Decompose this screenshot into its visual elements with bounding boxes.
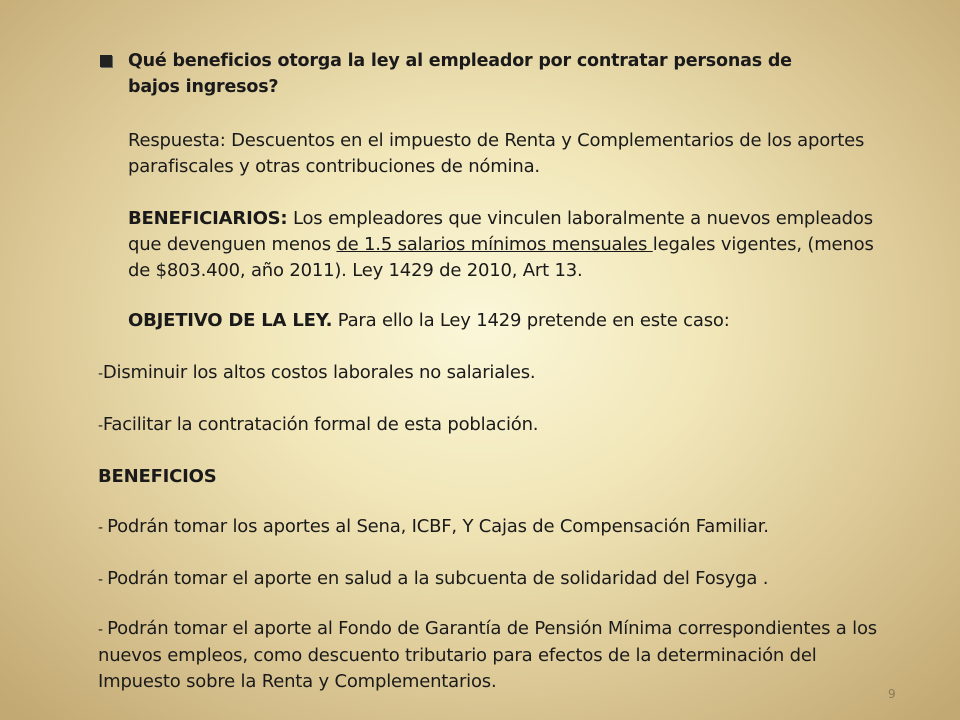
objetivo-paragraph xyxy=(128,308,908,334)
page-number: 9 xyxy=(888,687,896,701)
benefit-text: Podrán tomar el aporte al Fondo de Garantía de Pensión Mínima correspondientes a los nuevos empleos, como descuento tributario para efectos de la determinación del Impuesto sobre la Renta y Complementarios. xyxy=(98,618,877,692)
goal-item xyxy=(98,412,898,439)
goal-text: Facilitar la contratación formal de esta población. xyxy=(102,414,539,435)
benefit-item xyxy=(98,514,898,541)
benefit-dash: - xyxy=(98,520,108,536)
objetivo-text: Para ello la Ley 1429 pretende en este caso: xyxy=(332,310,730,331)
beneficiarios-label: BENEFICIARIOS: xyxy=(128,208,288,229)
benefits-heading: BENEFICIOS xyxy=(98,466,217,487)
goal-dash: - xyxy=(98,366,103,382)
objetivo-label: OBJETIVO DE LA LEY. xyxy=(128,310,333,331)
goal-dash: - xyxy=(98,418,103,434)
benefit-text: Podrán tomar el aporte en salud a la subcuenta de solidaridad del Fosyga . xyxy=(107,568,769,589)
goal-item xyxy=(98,360,898,387)
question-text: Qué beneficios otorga la ley al empleador por contratar personas de bajos ingresos? xyxy=(128,51,792,97)
benefit-item xyxy=(98,616,878,695)
beneficiarios-underlined: de 1.5 salarios mínimos mensuales xyxy=(336,234,653,255)
answer-text: Respuesta: Descuentos en el impuesto de Renta y Complementarios de los aportes parafiscales y otras contribuciones de nómina. xyxy=(128,130,865,177)
benefit-dash: - xyxy=(98,622,108,638)
benefit-item xyxy=(98,566,898,593)
benefit-text: Podrán tomar los aportes al Sena, ICBF, Y Cajas de Compensación Familiar. xyxy=(107,516,769,537)
goal-text: Disminuir los altos costos laborales no salariales. xyxy=(102,362,536,383)
beneficiarios-text-before: Los empleadores que vinculen laboralmente a nuevos empleados que devenguen menos xyxy=(128,208,873,255)
benefit-dash: - xyxy=(98,572,108,588)
square-bullet-icon xyxy=(100,55,112,67)
beneficiarios-text-after: legales vigentes, (menos de $803.400, año 2011). Ley 1429 de 2010, Art 13. xyxy=(128,234,874,281)
beneficiarios-paragraph xyxy=(128,206,898,284)
